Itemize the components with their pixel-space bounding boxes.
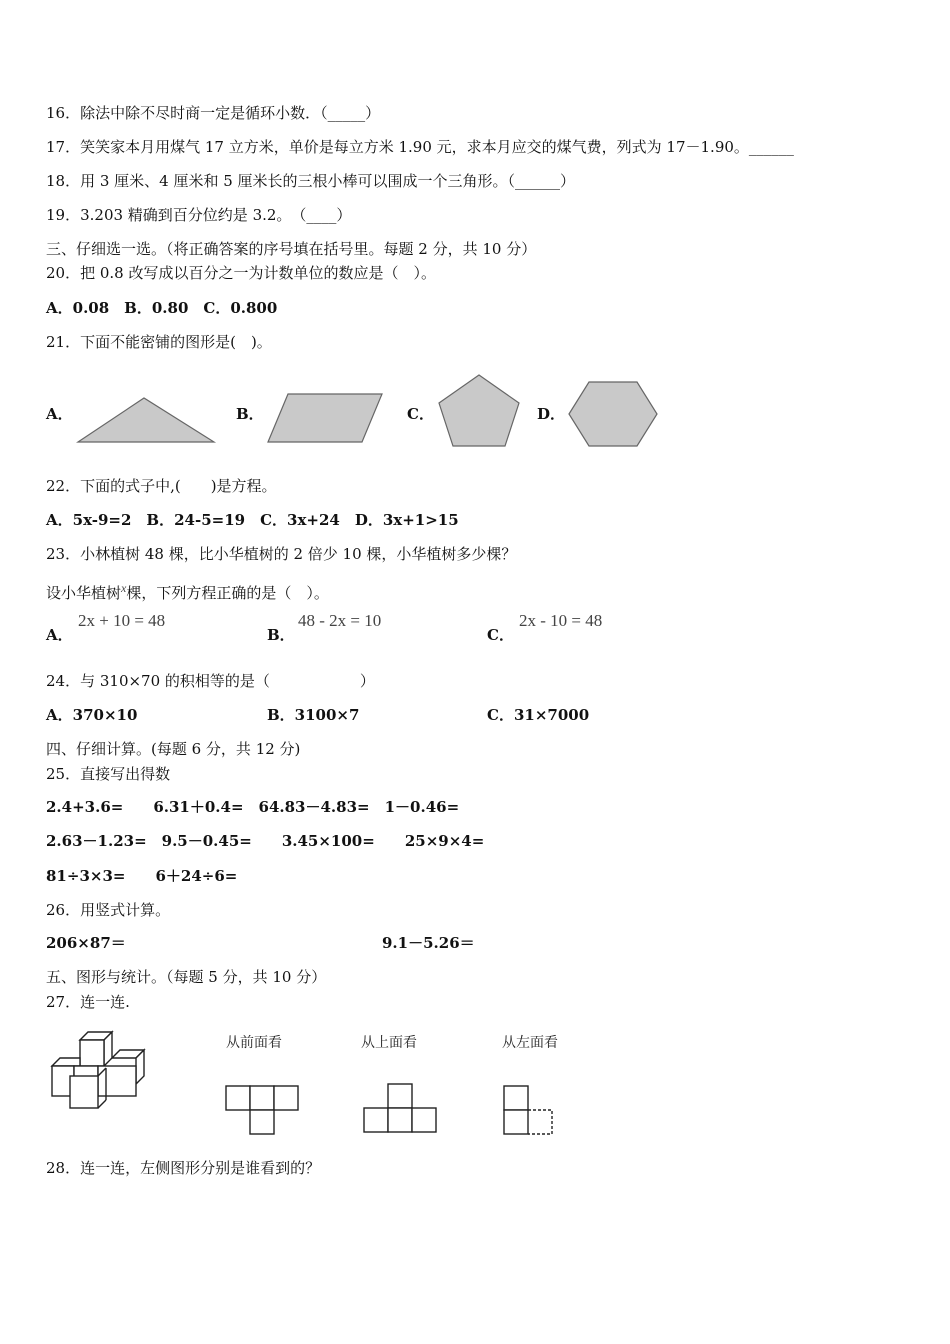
- q23-option-b-label: B．: [267, 626, 295, 644]
- question-20: 20．把 0.8 改写成以百分之一为计数单位的数应是（ ）。: [46, 264, 436, 282]
- pentagon-shape-icon: [436, 374, 522, 448]
- question-17: 17．笑笑家本月用煤气 17 立方米，单价是每立方米 1.90 元，求本月应交的煤气费，列式为 17－1.90。______: [46, 138, 794, 156]
- q25-row-1: 2.4+3.6= 6.31＋0.4= 64.83－4.83= 1－0.46=: [46, 798, 460, 816]
- question-23-subquestion: 设小华植树$^x$棵，下列方程正确的是（ ）。: [46, 581, 329, 602]
- q23-option-a-equation: 2x + 10 = 48: [78, 611, 166, 630]
- question-22-options: A．5x-9=2 B．24-5=19 C．3x+24 D．3x+1>15: [46, 511, 459, 529]
- view-label-front: 从前面看: [226, 1035, 282, 1051]
- question-23: 23．小林植树 48 棵，比小华植树的 2 倍少 10 棵，小华植树多少棵？: [46, 545, 517, 563]
- q23-option-c-label: C．: [487, 626, 514, 644]
- q21-option-a-label: A．: [46, 405, 73, 423]
- top-view-drawing[interactable]: [362, 1082, 440, 1136]
- view-label-left: 从左面看: [502, 1035, 558, 1051]
- q25-row-3: 81÷3×3= 6＋24÷6=: [46, 867, 238, 885]
- q24-option-a: A．370×10: [46, 706, 138, 724]
- question-20-options: A．0.08 B．0.80 C．0.800: [46, 299, 278, 317]
- q21-option-d-label: D．: [537, 405, 566, 423]
- variable-x: x: [121, 581, 127, 595]
- cube-stack-figure: [50, 1028, 150, 1110]
- q25-row-2: 2.63－1.23= 9.5－0.45= 3.45×100= 25×9×4=: [46, 832, 485, 850]
- question-26: 26．用竖式计算。: [46, 901, 171, 919]
- question-25: 25．直接写出得数: [46, 765, 171, 783]
- question-16: 16．除法中除不尽时商一定是循环小数．（_____）: [46, 104, 381, 122]
- front-view-drawing[interactable]: [224, 1084, 300, 1136]
- triangle-shape-icon: [76, 396, 216, 446]
- q24-option-b: B．3100×7: [267, 706, 360, 724]
- q23-option-a-label: A．: [46, 626, 73, 644]
- q21-option-b-label: B．: [236, 405, 264, 423]
- q24-option-c: C．31×7000: [487, 706, 590, 724]
- section-3-heading: 三、仔细选一选。（将正确答案的序号填在括号里。每题 2 分，共 10 分）: [46, 240, 537, 258]
- q21-option-c-label: C．: [407, 405, 434, 423]
- q23-option-b-equation: 48 - 2x = 10: [298, 611, 382, 630]
- question-24: 24．与 310×70 的积相等的是（ ）: [46, 672, 375, 690]
- q26-problem-a: 206×87＝: [46, 934, 126, 952]
- section-5-heading: 五、图形与统计。（每题 5 分，共 10 分）: [46, 968, 327, 986]
- section-4-heading: 四、仔细计算。(每题 6 分，共 12 分): [46, 740, 301, 758]
- question-19: 19．3.203 精确到百分位约是 3.2。 （____）: [46, 206, 352, 224]
- question-18: 18．用 3 厘米、4 厘米和 5 厘米长的三根小棒可以围成一个三角形。（______）: [46, 172, 576, 190]
- parallelogram-shape-icon: [266, 392, 384, 446]
- q26-problem-b: 9.1－5.26＝: [382, 934, 475, 952]
- left-view-drawing[interactable]: [502, 1084, 556, 1138]
- question-28: 28．连一连，左侧图形分别是谁看到的？: [46, 1159, 321, 1177]
- question-21: 21．下面不能密铺的图形是( )。: [46, 333, 272, 351]
- question-22: 22．下面的式子中,( )是方程。: [46, 477, 277, 495]
- view-label-top: 从上面看: [361, 1035, 417, 1051]
- q23-option-c-equation: 2x - 10 = 48: [519, 611, 603, 630]
- hexagon-shape-icon: [567, 380, 659, 448]
- question-27: 27．连一连.: [46, 993, 130, 1011]
